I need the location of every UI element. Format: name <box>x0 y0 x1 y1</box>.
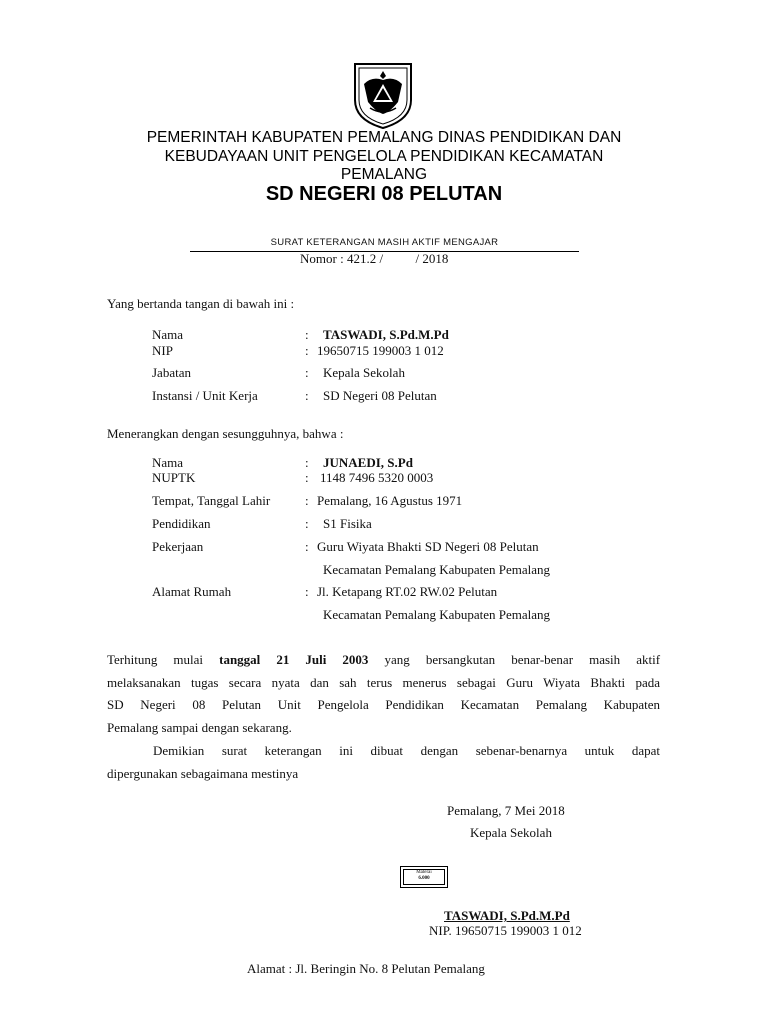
subject-address-line-2: Kecamatan Pemalang Kabupaten Pemalang <box>323 607 551 622</box>
declaration-text: Menerangkan dengan sesungguhnya, bahwa : <box>107 426 344 441</box>
colon: : <box>305 365 309 380</box>
stamp-value: 6.000 <box>418 876 430 881</box>
body-line-3: SD Negeri 08 Pelutan Unit Pengelola Pendidikan Kecamatan Pemalang Kabupaten <box>107 697 660 713</box>
colon: : <box>305 470 309 485</box>
subject-nuptk: 1148 7496 5320 0003 <box>320 470 434 485</box>
subject-address-label: Alamat Rumah <box>152 584 232 599</box>
colon: : <box>305 343 309 358</box>
header-line-3: PEMALANG <box>340 166 428 183</box>
signer-institution-label: Instansi / Unit Kerja <box>152 388 258 403</box>
subject-name: JUNAEDI, S.Pd <box>323 455 413 470</box>
subject-job-line-2: Kecamatan Pemalang Kabupaten Pemalang <box>323 562 551 577</box>
subject-name-label: Nama <box>152 455 184 470</box>
colon: : <box>305 388 309 403</box>
signer-title: Kepala Sekolah <box>470 825 552 840</box>
intro-text: Yang bertanda tangan di bawah ini : <box>107 296 295 311</box>
subject-nuptk-label: NUPTK <box>152 470 196 485</box>
body-text: yang bersangkutan benar-benar masih aktif <box>384 652 661 667</box>
colon: : <box>305 516 309 531</box>
signature-nip: NIP. 19650715 199003 1 012 <box>429 923 582 938</box>
closing-line-2: dipergunakan sebagaimana mestinya <box>107 765 299 781</box>
header-line-2: KEBUDAYAAN UNIT PENGELOLA PENDIDIKAN KECAMATAN <box>164 148 604 165</box>
stamp-label: Materai <box>416 870 432 875</box>
signature-name: TASWADI, S.Pd.M.Pd <box>444 908 570 923</box>
signer-position-label: Jabatan <box>152 365 191 380</box>
colon: : <box>305 493 309 508</box>
stamp-border <box>403 869 445 885</box>
subject-job-line-1: Guru Wiyata Bhakti SD Negeri 08 Pelutan <box>317 539 539 554</box>
signer-institution: SD Negeri 08 Pelutan <box>323 388 437 403</box>
subject-address-line-1: Jl. Ketapang RT.02 RW.02 Pelutan <box>317 584 498 599</box>
signer-nip: 19650715 199003 1 012 <box>317 343 444 358</box>
colon: : <box>305 584 309 599</box>
revenue-stamp <box>400 866 448 888</box>
place-date: Pemalang, 7 Mei 2018 <box>447 803 565 818</box>
pemalang-emblem-icon <box>352 62 414 130</box>
header-line-1: PEMERINTAH KABUPATEN PEMALANG DINAS PENDIDIKAN DAN <box>146 129 622 146</box>
body-paragraph-1 <box>107 649 660 739</box>
subject-birth-label: Tempat, Tanggal Lahir <box>152 493 271 508</box>
subject-job-label: Pekerjaan <box>152 539 204 554</box>
subject-education: S1 Fisika <box>323 516 372 531</box>
body-text: Terhitung mulai <box>107 652 204 667</box>
closing-line-1: Demikian surat keterangan ini dibuat dengan sebenar-benarnya untuk dapat <box>153 743 660 758</box>
signer-name: TASWADI, S.Pd.M.Pd <box>323 327 449 342</box>
subject-education-label: Pendidikan <box>152 516 211 531</box>
signer-position: Kepala Sekolah <box>323 365 405 380</box>
body-line-4: Pemalang sampai dengan sekarang. <box>107 719 292 735</box>
letter-number: Nomor : 421.2 / / 2018 <box>300 251 449 266</box>
signer-nip-label: NIP <box>152 343 173 358</box>
colon: : <box>305 455 309 470</box>
colon: : <box>305 327 309 342</box>
signer-name-label: Nama <box>152 327 184 342</box>
body-line-2: melaksanakan tugas secara nyata dan sah terus menerus sebagai Guru Wiyata Bhakti pada <box>107 674 660 690</box>
footer-address: Alamat : Jl. Beringin No. 8 Pelutan Pemalang <box>247 961 485 976</box>
active-date: tanggal 21 Juli 2003 <box>219 652 369 667</box>
colon: : <box>305 539 309 554</box>
letter-title: SURAT KETERANGAN MASIH AKTIF MENGAJAR <box>270 237 499 248</box>
body-paragraph-2 <box>107 740 660 785</box>
body-line-1 <box>107 649 660 672</box>
subject-birth: Pemalang, 16 Agustus 1971 <box>317 493 463 508</box>
school-name: SD NEGERI 08 PELUTAN <box>265 183 503 205</box>
